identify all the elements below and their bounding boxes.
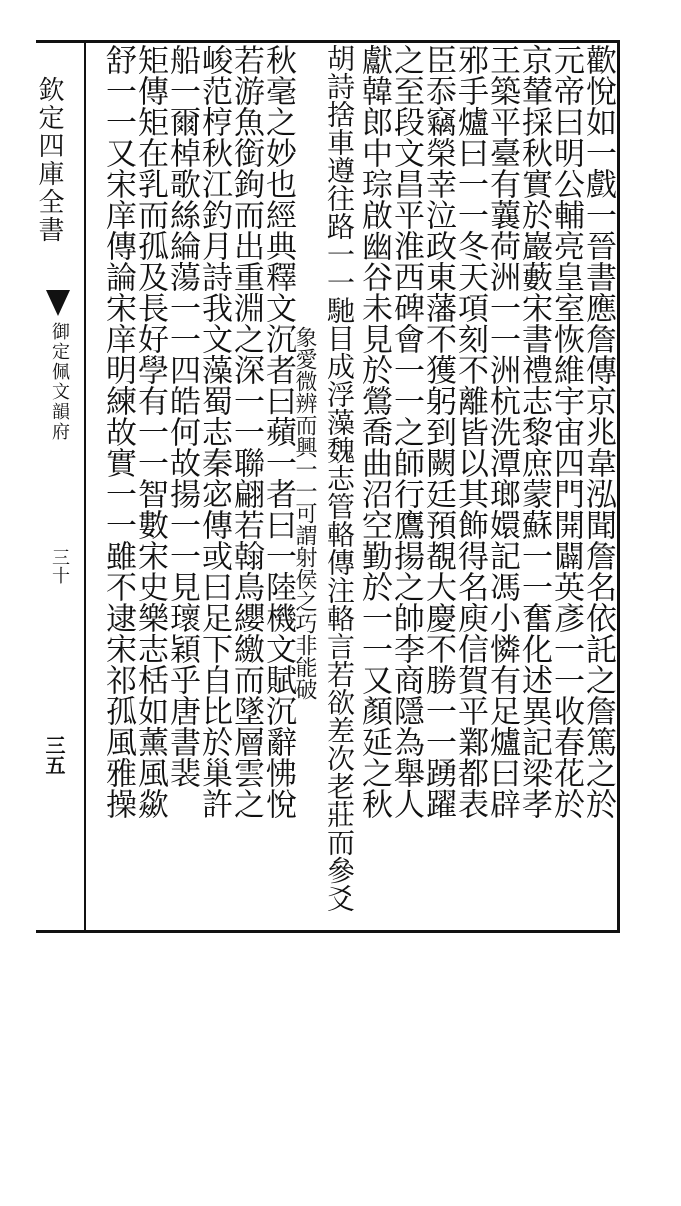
text-column-2: 元帝曰明公輔亮皇室恢維宇宙四門開闢英彥一一收春花於: [548, 44, 584, 819]
text-column-5: 邪手爐曰一一冬天項刻不離皆以其飾得名庾信賀平鄴都表: [452, 44, 488, 819]
text-column-14: 船一爾棹歌絲綸蕩一一四皓何故揚一一見瓌穎乎唐書裴: [164, 44, 200, 788]
text-column-16: 舒一一又宋庠傳論宋庠明練故實一一雖不逮宋祁孤風雅操: [100, 44, 136, 819]
page-number: 三五: [42, 735, 66, 775]
frame-top-line: [36, 40, 618, 43]
text-column-15: 矩傳矩在乳而孤及長好學有一一智數宋史樂志栝如薰風歘: [132, 44, 168, 819]
text-column-7: 之至段文昌平淮西碑會一一之師行鷹揚之帥李商隱為舉人: [388, 44, 424, 819]
text-column-1: 歡悅如一戲一晉書應詹傳京兆韋泓聞詹名依託之詹篤之於: [580, 44, 616, 819]
book-subtitle: 御定佩文韻府: [49, 322, 70, 442]
text-column-10: 象愛微辨而興一一可謂射侯之巧非能破: [292, 326, 317, 700]
text-column-11: 秋毫之妙也經典釋文沉者曰蘋一者曰一陸機文賦沉辭怫悅: [260, 44, 296, 819]
text-column-6: 臣忝竊榮幸泣政東藩不獲躬到闕廷預覩大慶不勝一一踴躍: [420, 44, 456, 819]
leaf-mark: 三十: [49, 548, 70, 584]
text-column-3: 京輦採秋實於巖藪宋書禮志黎庶蒙蘇一一奮化述異記梁孝: [516, 44, 552, 819]
text-column-4: 王築平臺有蘘荷洲一一洲杭洗潭瑯嬛記馮小憐有足爐曰辟: [484, 44, 520, 819]
frame-margin-line: [84, 40, 86, 933]
book-title: 欽定四庫全書: [34, 76, 64, 244]
text-column-9: 胡詩捨車遵往路一一馳目成浮藻魏志管輅傳注輅言若欲差次老莊而參爻: [323, 44, 356, 912]
text-column-12: 若游魚銜鉤而出重淵之深一一聯翩若翰鳥纓繳而墜層雲之: [228, 44, 264, 819]
text-column-8: 獻韓郎中琮啟幽谷未見於鶯喬曲沼空勤於一一又顏延之秋: [356, 44, 392, 819]
fish-tail-mark-icon: [46, 290, 70, 316]
text-column-13: 峻范梈秋江釣月詩我文藻蜀志秦宓傳或曰足下自比於巢許: [196, 44, 232, 819]
margin-strip: [28, 44, 64, 924]
